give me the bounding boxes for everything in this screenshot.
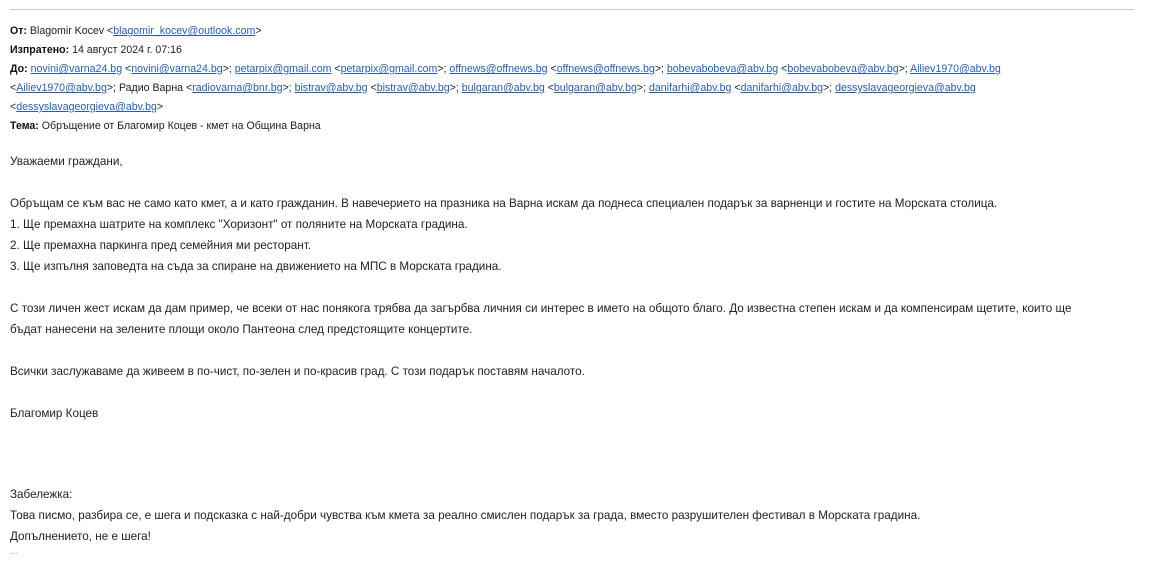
- recipient-address-link[interactable]: petarpix@gmail.com: [340, 63, 438, 75]
- header-divider: [10, 9, 1134, 10]
- collapsed-content-ellipsis[interactable]: ...: [10, 546, 19, 557]
- list-item: 3. Ще изпълня заповедта на съда за спиране на движението на МПС в Морската градина.: [10, 260, 502, 273]
- list-item: 2. Ще премахна паркинга пред семейния ми ресторант.: [10, 239, 312, 252]
- recipient-address-link[interactable]: dessyslavageorgieva@abv.bg: [16, 101, 157, 113]
- closing-paragraph: Всички заслужаваме да живеем в по-чист, по-зелен и по-красив град. С този подарък поставям началото.: [10, 365, 585, 378]
- recipient-address-link[interactable]: radiovarna@bnr.bg: [192, 82, 283, 94]
- recipient-address-link[interactable]: danifarhi@abv.bg: [740, 82, 823, 94]
- recipient-address-link[interactable]: bobevabobeva@abv.bg: [787, 63, 899, 75]
- recipient-email-link[interactable]: novini@varna24.bg: [30, 63, 123, 75]
- from-label: От:: [10, 25, 27, 37]
- sent-value: 14 август 2024 г. 07:16: [72, 44, 182, 56]
- recipient-email-link[interactable]: petarpix@gmail.com: [234, 63, 332, 75]
- to-row: До: novini@varna24.bg <novini@varna24.bg>; petarpix@gmail.com <petarpix@gmail.com>; offnews@offnews.bg <offnews@offnews.bg>; bobevabobeva@abv.bg <bobevabobeva@abv.bg>; Ailiev1970@abv.bg <Ailiev1970@abv.bg>; Радио Варна <radiovarna@bnr.bg>; bistrav@abv.bg <bistrav@abv.bg>; bulgaran@abv.bg <bulgaran@abv.bg>; danifarhi@abv.bg <danifarhi@abv.bg>; dessyslavageorgieva@abv.bg <dessyslavageorgieva@abv.bg>: [10, 63, 1001, 113]
- note-section: [10, 484, 1150, 557]
- sent-label: Изпратено:: [10, 44, 70, 56]
- greeting: Уважаеми граждани,: [10, 155, 123, 168]
- paragraph-line: С този личен жест искам да дам пример, че всеки от нас понякога трябва да загърбва личния си интерес в името на общото благо. До известна степен искам и да компенсирам щетите, които ще: [10, 302, 1072, 315]
- recipient-address-link[interactable]: offnews@offnews.bg: [556, 63, 655, 75]
- recipient-email-link[interactable]: bulgaran@abv.bg: [461, 82, 545, 94]
- email-body: [10, 151, 1150, 424]
- to-label: До:: [10, 63, 28, 75]
- intro-paragraph: Обръщам се към вас не само като кмет, а и като гражданин. В навечерието на празника на Варна искам да поднеса специален подарък за варненци и гостите на Морската столица.: [10, 197, 998, 210]
- subject-row: [10, 117, 1135, 136]
- signature: Благомир Коцев: [10, 407, 99, 420]
- recipient-address-link[interactable]: Ailiev1970@abv.bg: [16, 82, 107, 94]
- from-name: Blagomir Kocev: [29, 25, 105, 37]
- note-line: Това писмо, разбира се, е шега и подсказка с най-добри чувства към кмета за реално смислен подарък за града, вместо разрушителен фестивал в Морската градина.: [10, 509, 921, 522]
- list-item: 1. Ще премахна шатрите на комплекс "Хоризонт" от поляните на Морската градина.: [10, 218, 468, 231]
- subject-label: Тема:: [10, 120, 39, 132]
- email-header: [10, 22, 1135, 136]
- recipient-address-link[interactable]: novini@varna24.bg: [131, 63, 223, 75]
- subject-value: Обръщение от Благомир Коцев - кмет на Община Варна: [41, 120, 321, 132]
- note-line: Допълнението, не е шега!: [10, 530, 151, 543]
- recipient-email-link[interactable]: dessyslavageorgieva@abv.bg: [835, 82, 976, 94]
- recipient-email-link[interactable]: danifarhi@abv.bg: [649, 82, 732, 94]
- paragraph-line: бъдат нанесени на зелените площи около Пантеона след предстоящите концертите.: [10, 323, 473, 336]
- note-label: Забележка:: [10, 488, 73, 501]
- recipient-email-link[interactable]: Ailiev1970@abv.bg: [910, 63, 1001, 75]
- sent-row: [10, 41, 1135, 60]
- recipient-name: Радио Варна: [118, 82, 184, 94]
- from-email-link[interactable]: blagomir_kocev@outlook.com: [113, 25, 256, 37]
- recipient-email-link[interactable]: bistrav@abv.bg: [294, 82, 368, 94]
- recipient-email-link[interactable]: offnews@offnews.bg: [449, 63, 548, 75]
- recipient-email-link[interactable]: bobevabobeva@abv.bg: [666, 63, 779, 75]
- recipient-address-link[interactable]: bulgaran@abv.bg: [553, 82, 637, 94]
- recipient-address-link[interactable]: bistrav@abv.bg: [376, 82, 450, 94]
- from-row: От: Blagomir Kocev <blagomir_kocev@outlook.com>: [10, 25, 262, 37]
